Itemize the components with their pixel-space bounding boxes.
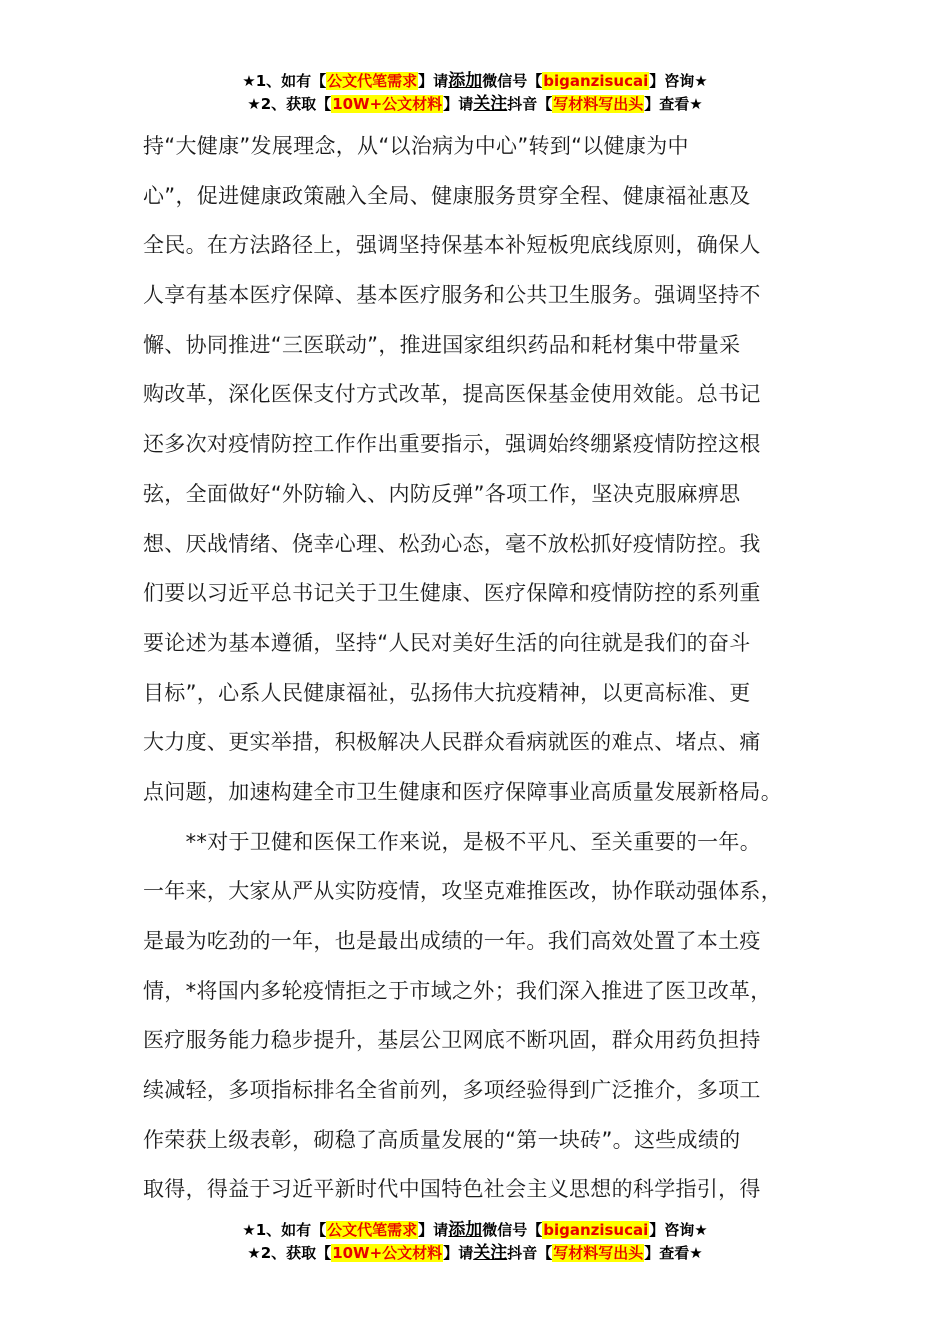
highlight-materials: 10W+公文材料 bbox=[332, 1244, 443, 1262]
body-line: 还多次对疫情防控工作作出重要指示，强调始终绷紧疫情防控这根 bbox=[143, 432, 761, 457]
body-line: 持“大健康”发展理念，从“以治病为中心”转到“以健康为中 bbox=[143, 134, 689, 158]
banner-text: ★2、获取【 bbox=[247, 1244, 332, 1262]
banner-text: 抖音【 bbox=[507, 95, 553, 113]
body-line: **对于卫健和医保工作来说，是极不平凡、至关重要的一年。 bbox=[143, 829, 761, 854]
body-line: 一年来，大家从严从实防疫情，攻坚克难推医改，协作联动强体系， bbox=[143, 879, 782, 904]
underline-add: 添加 bbox=[448, 1220, 483, 1240]
banner-line-2 bbox=[0, 93, 950, 116]
banner-text: 】请 bbox=[418, 1221, 449, 1239]
underline-follow: 关注 bbox=[473, 1243, 508, 1263]
body-line: 取得，得益于习近平新时代中国特色社会主义思想的科学指引，得 bbox=[143, 1177, 761, 1202]
body-line: 医疗服务能力稳步提升，基层公卫网底不断巩固，群众用药负担持 bbox=[143, 1028, 761, 1053]
document-body bbox=[143, 122, 808, 1215]
banner-text: ★2、获取【 bbox=[247, 95, 332, 113]
body-line: 目标”，心系人民健康福祉，弘扬伟大抗疫精神，以更高标准、更 bbox=[143, 680, 751, 705]
banner-text: 抖音【 bbox=[507, 1244, 553, 1262]
banner-line-2 bbox=[0, 1242, 950, 1265]
body-line: 弦，全面做好“外防输入、内防反弹”各项工作，坚决克服麻痹思 bbox=[143, 481, 741, 506]
body-line: 们要以习近平总书记关于卫生健康、医疗保障和疫情防控的系列重 bbox=[143, 581, 761, 606]
highlight-service: 公文代笔需求 bbox=[327, 1221, 418, 1239]
highlight-materials: 10W+公文材料 bbox=[332, 95, 443, 113]
body-line: 购改革，深化医保支付方式改革，提高医保基金使用效能。总书记 bbox=[143, 382, 761, 407]
body-line: 作荣获上级表彰，砌稳了高质量发展的“第一块砖”。这些成绩的 bbox=[143, 1127, 741, 1152]
banner-line-1 bbox=[0, 70, 950, 93]
banner-text: 】咨询★ bbox=[649, 1221, 708, 1239]
highlight-wechat-id: biganzisucai bbox=[543, 72, 649, 90]
body-line: 续减轻，多项指标排名全省前列，多项经验得到广泛推介，多项工 bbox=[143, 1078, 761, 1103]
banner-line-1 bbox=[0, 1219, 950, 1242]
footer-banner bbox=[0, 1219, 950, 1265]
body-line: 大力度、更实举措，积极解决人民群众看病就医的难点、堵点、痛 bbox=[143, 730, 761, 755]
body-line: 要论述为基本遵循，坚持“人民对美好生活的向往就是我们的奋斗 bbox=[143, 630, 751, 655]
underline-add: 添加 bbox=[448, 71, 483, 91]
highlight-wechat-id: biganzisucai bbox=[543, 1221, 649, 1239]
underline-follow: 关注 bbox=[473, 94, 508, 114]
body-line: 是最为吃劲的一年，也是最出成绩的一年。我们高效处置了本土疫 bbox=[143, 929, 761, 953]
banner-text: 】查看★ bbox=[644, 95, 703, 113]
body-line: 心”，促进健康政策融入全局、健康服务贯穿全程、健康福祉惠及 bbox=[143, 183, 751, 208]
banner-text: ★1、如有【 bbox=[242, 1221, 327, 1239]
body-line: 情，*将国内多轮疫情拒之于市域之外；我们深入推进了医卫改革， bbox=[143, 978, 772, 1003]
highlight-douyin-id: 写材料写出头 bbox=[553, 95, 644, 113]
banner-text: 微信号【 bbox=[482, 1221, 543, 1239]
banner-text: 微信号【 bbox=[482, 72, 543, 90]
body-line: 全民。在方法路径上，强调坚持保基本补短板兜底线原则，确保人 bbox=[143, 233, 761, 258]
banner-text: 】请 bbox=[418, 72, 449, 90]
highlight-service: 公文代笔需求 bbox=[327, 72, 418, 90]
banner-text: 】查看★ bbox=[644, 1244, 703, 1262]
body-line: 点问题，加速构建全市卫生健康和医疗保障事业高质量发展新格局。 bbox=[143, 779, 782, 804]
banner-text: 】请 bbox=[443, 95, 474, 113]
highlight-douyin-id: 写材料写出头 bbox=[553, 1244, 644, 1262]
header-banner bbox=[0, 70, 950, 116]
banner-text: ★1、如有【 bbox=[242, 72, 327, 90]
body-line: 懈、协同推进“三医联动”，推进国家组织药品和耗材集中带量采 bbox=[143, 332, 741, 357]
body-line: 人享有基本医疗保障、基本医疗服务和公共卫生服务。强调坚持不 bbox=[143, 283, 761, 308]
body-line: 想、厌战情绪、侥幸心理、松劲心态，毫不放松抓好疫情防控。我 bbox=[143, 531, 761, 556]
banner-text: 】咨询★ bbox=[649, 72, 708, 90]
banner-text: 】请 bbox=[443, 1244, 474, 1262]
